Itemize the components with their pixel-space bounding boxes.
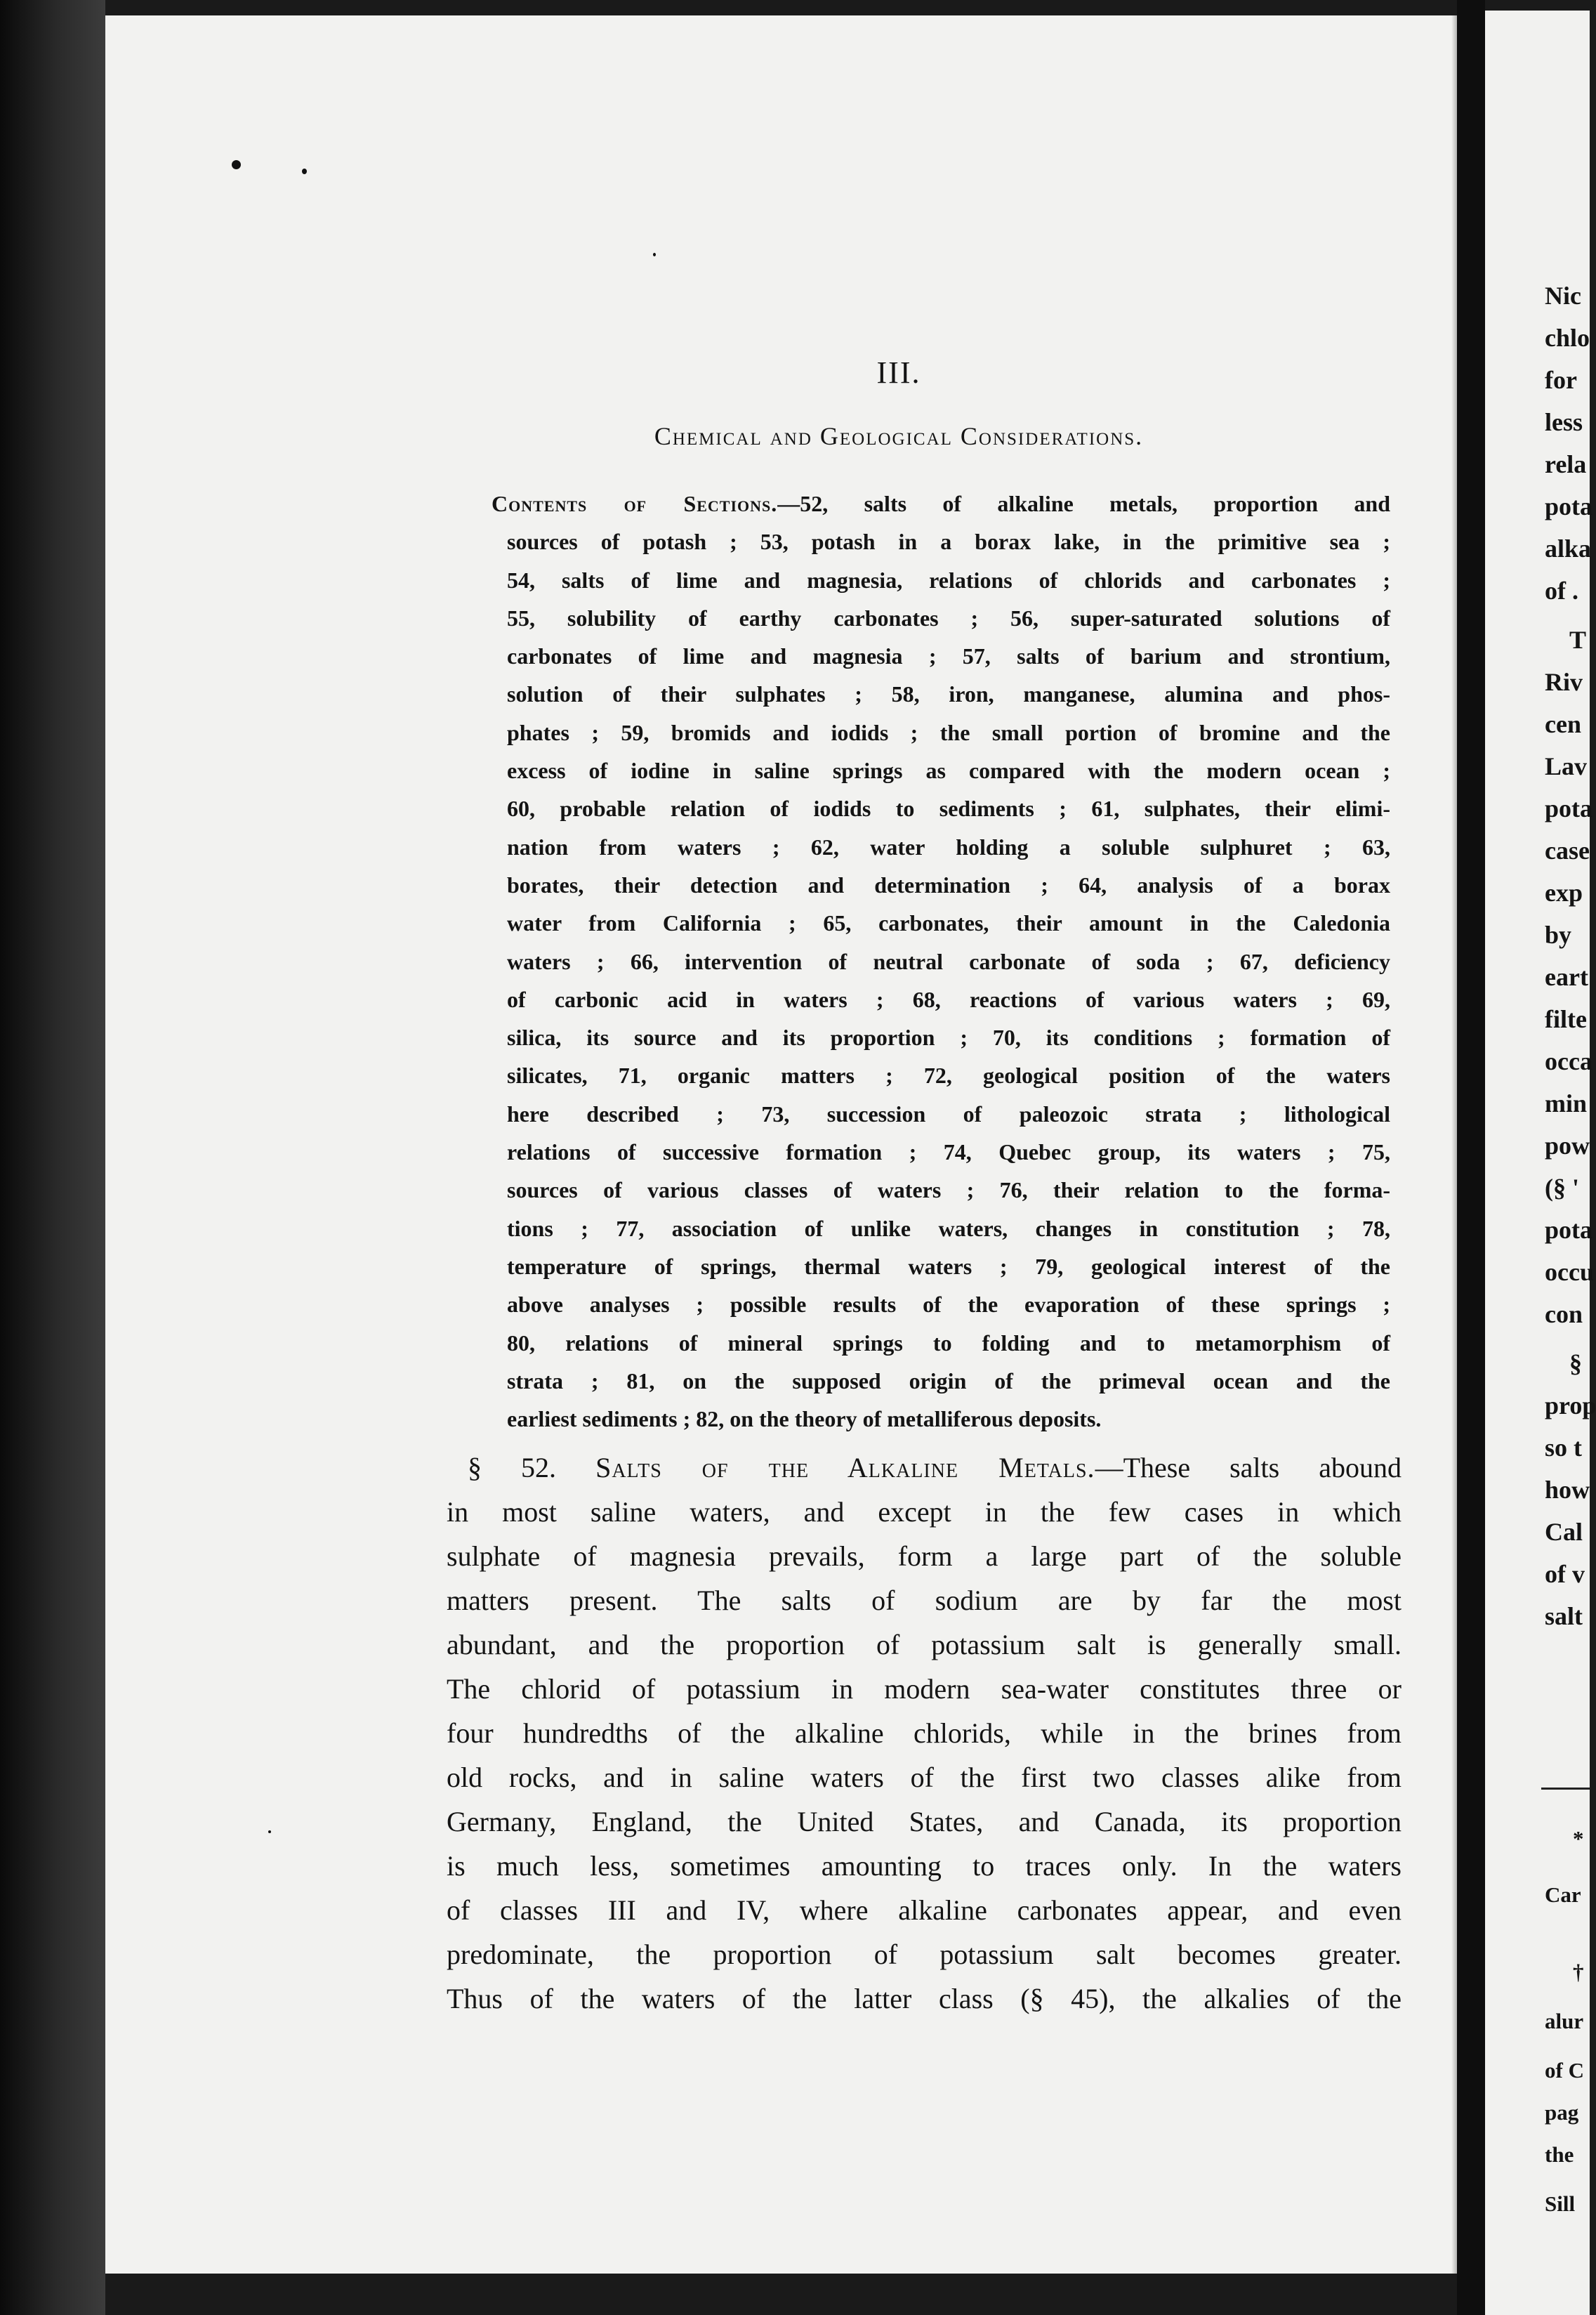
facing-page-line: Cal xyxy=(1545,1518,1583,1546)
facing-page-line: rela xyxy=(1545,450,1587,478)
paragraph-line: Germany, England, the United States, and Canada, its proportion xyxy=(447,1806,1402,1837)
facing-page-line: Riv xyxy=(1545,668,1583,696)
section-title: Salts of the Alkaline Metals. xyxy=(595,1452,1095,1483)
facing-page-line: alka xyxy=(1545,535,1592,563)
contents-line: earliest sediments ; 82, on the theory of metalliferous deposits. xyxy=(507,1406,1102,1432)
facing-page-line: how xyxy=(1545,1476,1590,1504)
section-number: § 52. xyxy=(468,1452,557,1483)
contents-line: here described ; 73, succession of paleozoic strata ; lithological xyxy=(507,1101,1390,1127)
contents-line: sources of various classes of waters ; 76, their relation to the forma- xyxy=(507,1177,1390,1203)
contents-line: solution of their sulphates ; 58, iron, manganese, alumina and phos- xyxy=(507,681,1390,707)
facing-page-line: (§ ' xyxy=(1545,1174,1579,1202)
facing-page-footnote-line: * xyxy=(1573,1826,1584,1851)
facing-page-line: pota xyxy=(1545,1216,1593,1244)
facing-page-line: occu xyxy=(1545,1258,1594,1286)
speck-4 xyxy=(268,1830,271,1833)
contents-line: water from California ; 65, carbonates, their amount in the Caledonia xyxy=(507,910,1390,936)
paragraph-line: is much less, sometimes amounting to traces only. In the waters xyxy=(447,1850,1402,1882)
chapter-title: Chemical and Geological Considerations. xyxy=(654,422,1144,450)
contents-line: 55, solubility of earthy carbonates ; 56, super-saturated solutions of xyxy=(507,605,1390,631)
facing-page-line: occa xyxy=(1545,1047,1592,1075)
paragraph-line: four hundredths of the alkaline chlorids, while in the brines from xyxy=(447,1717,1402,1749)
paragraph-line: § 52. Salts of the Alkaline Metals.—These salts abound xyxy=(468,1452,1402,1483)
facing-page-line: of . xyxy=(1545,577,1578,605)
contents-line: 80, relations of mineral springs to folding and to metamorphism of xyxy=(507,1330,1390,1356)
paragraph-line: Thus of the waters of the latter class (§ 45), the alkalies of the xyxy=(447,1983,1402,2014)
contents-line: carbonates of lime and magnesia ; 57, salts of barium and strontium, xyxy=(507,643,1390,669)
chapter-number: III. xyxy=(876,355,921,390)
facing-page-line: case xyxy=(1545,837,1590,865)
speck-1 xyxy=(232,160,241,169)
speck-2 xyxy=(302,169,307,174)
facing-page-line: eart xyxy=(1545,963,1588,991)
facing-page-line: exp xyxy=(1545,879,1583,907)
facing-page-line: by xyxy=(1545,921,1572,949)
facing-page-footnote-line: † xyxy=(1573,1960,1584,1984)
contents-line: borates, their detection and determination ; 64, analysis of a borax xyxy=(507,872,1390,898)
facing-page-line: less xyxy=(1545,408,1583,436)
speck-3 xyxy=(653,253,656,256)
facing-page-line: pota xyxy=(1545,794,1593,822)
facing-page-line: for xyxy=(1545,366,1577,394)
facing-page-footnote-line: the xyxy=(1545,2142,1574,2167)
facing-page-line: filte xyxy=(1545,1005,1587,1033)
paragraph-line: matters present. The salts of sodium are by far the most xyxy=(447,1585,1402,1616)
paragraph-line: sulphate of magnesia prevails, form a large part of the soluble xyxy=(447,1540,1402,1572)
contents-heading: Contents of Sections. xyxy=(492,491,778,516)
facing-page-footnote-line: alur xyxy=(1545,2009,1584,2033)
facing-page-footnote-line: of C xyxy=(1545,2058,1584,2083)
contents-line: waters ; 66, intervention of neutral carbonate of soda ; 67, deficiency xyxy=(507,948,1390,974)
contents-line: excess of iodine in saline springs as compared with the modern ocean ; xyxy=(507,758,1390,784)
contents-line: strata ; 81, on the supposed origin of the primeval ocean and the xyxy=(507,1368,1390,1393)
section-52-paragraph xyxy=(447,1445,1402,2021)
contents-line: Contents of Sections.—52, salts of alkaline metals, proportion and xyxy=(492,491,1390,516)
section-contents xyxy=(492,485,1390,1438)
facing-page-line: con xyxy=(1545,1300,1583,1328)
facing-page-line: pota xyxy=(1545,492,1593,520)
facing-page-footnote-line: Car xyxy=(1545,1882,1581,1907)
facing-page-footnote-line: pag xyxy=(1545,2100,1579,2125)
contents-line: above analyses ; possible results of the evaporation of these springs ; xyxy=(507,1292,1390,1318)
facing-page-line: § xyxy=(1569,1349,1582,1377)
contents-line: 60, probable relation of iodids to sediments ; 61, sulphates, their elimi- xyxy=(507,796,1390,822)
footnote-rule xyxy=(1541,1788,1590,1790)
facing-page-line: of v xyxy=(1545,1560,1585,1588)
facing-page-line: prop xyxy=(1545,1391,1596,1419)
facing-page-line: Lav xyxy=(1545,752,1588,780)
facing-page-footnote-line: Sill xyxy=(1545,2191,1576,2216)
page-gutter xyxy=(1457,0,1485,2315)
facing-page-line: cen xyxy=(1545,710,1581,738)
contents-line: sources of potash ; 53, potash in a borax lake, in the primitive sea ; xyxy=(507,529,1390,555)
facing-page-line: T xyxy=(1569,626,1587,654)
contents-line: silica, its source and its proportion ; 70, its conditions ; formation of xyxy=(507,1025,1390,1051)
facing-page-line: so t xyxy=(1545,1434,1582,1462)
paragraph-line: in most saline waters, and except in the few cases in which xyxy=(447,1496,1402,1528)
contents-line: nation from waters ; 62, water holding a soluble sulphuret ; 63, xyxy=(507,834,1390,860)
contents-line: of carbonic acid in waters ; 68, reactions of various waters ; 69, xyxy=(507,986,1390,1012)
paragraph-line: abundant, and the proportion of potassium salt is generally small. xyxy=(447,1629,1402,1660)
contents-line: silicates, 71, organic matters ; 72, geological position of the waters xyxy=(507,1063,1390,1089)
facing-page-line: min xyxy=(1545,1089,1588,1117)
paragraph-line: old rocks, and in saline waters of the first two classes alike from xyxy=(447,1762,1402,1793)
facing-page-line: chlo xyxy=(1545,324,1590,352)
paragraph-line: predominate, the proportion of potassium salt becomes greater. xyxy=(447,1939,1402,1970)
contents-line: 54, salts of lime and magnesia, relations of chlorids and carbonates ; xyxy=(507,567,1390,593)
contents-line: temperature of springs, thermal waters ; 79, geological interest of the xyxy=(507,1253,1390,1279)
facing-page-line: salt xyxy=(1545,1602,1583,1630)
paragraph-line: The chlorid of potassium in modern sea-water constitutes three or xyxy=(447,1673,1402,1705)
contents-line: relations of successive formation ; 74, Quebec group, its waters ; 75, xyxy=(507,1139,1390,1165)
facing-page-line: Nic xyxy=(1545,282,1581,310)
contents-line: tions ; 77, association of unlike waters, changes in constitution ; 78, xyxy=(507,1215,1390,1241)
paragraph-line: of classes III and IV, where alkaline carbonates appear, and even xyxy=(447,1894,1402,1926)
book-binding-shadow xyxy=(0,0,105,2315)
contents-line: phates ; 59, bromids and iodids ; the small portion of bromine and the xyxy=(507,719,1390,745)
facing-page-line: pow xyxy=(1545,1132,1590,1160)
